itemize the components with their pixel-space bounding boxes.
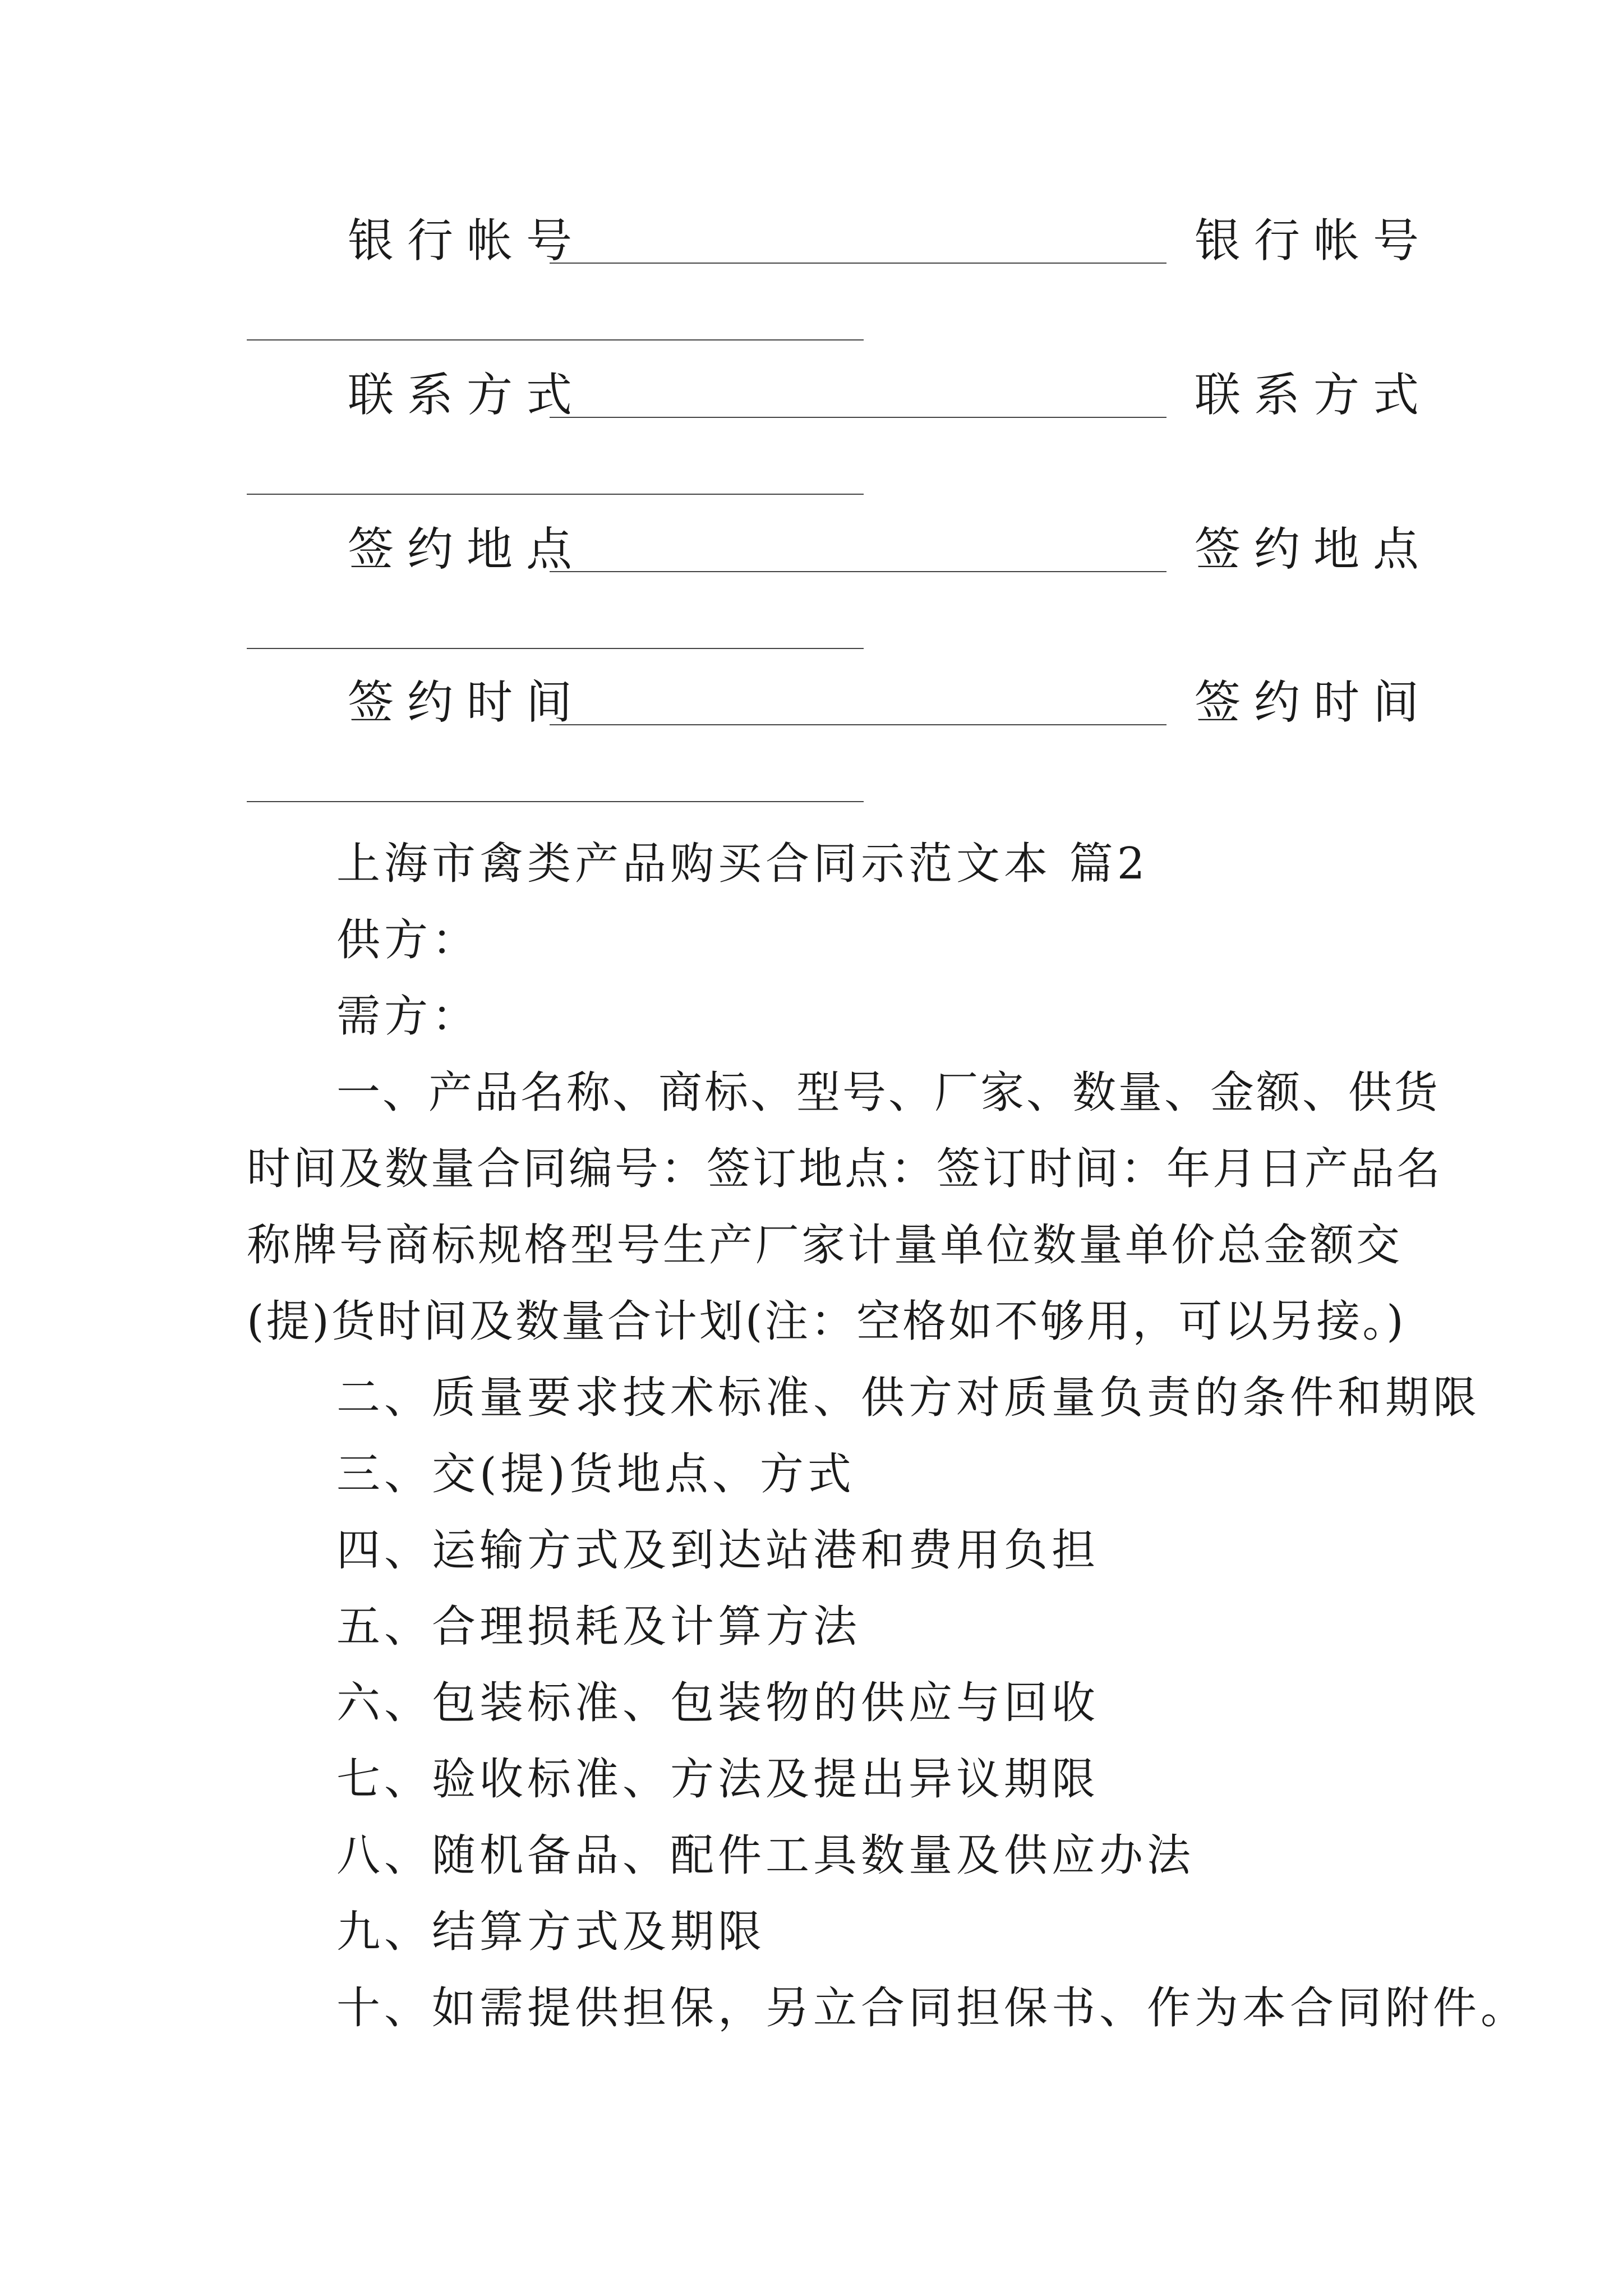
bank-account-label-left: 银行帐号 [348,214,586,268]
signature-row-bank-account [0,202,1623,280]
contact-blank-line [550,417,1166,418]
clause-1-line: (提)货时间及数量合计划(注：空格如不够用，可以另接。) [247,1296,1406,1347]
clause-1-line: 时间及数量合同编号：签订地点：签订时间：年月日产品名 [247,1144,1443,1194]
bank-account-label-right: 银行帐号 [1195,214,1433,268]
clause-2: 二、质量要求技术标准、供方对质量负责的条件和期限 [336,1373,1481,1423]
contact-label-right: 联系方式 [1195,369,1433,422]
clause-1-line: 一、产品名称、商标、型号、厂家、数量、金额、供货 [336,1068,1441,1118]
buyer-label: 需方： [336,991,480,1042]
clause-6: 六、包装标准、包装物的供应与回收 [336,1678,1100,1728]
clause-5: 五、合理损耗及计算方法 [336,1602,861,1652]
sign-time-label-left: 签约时间 [348,676,586,729]
signature-row-sign-place [0,510,1623,589]
sign-place-label-right: 签约地点 [1195,523,1433,576]
sign-place-continuation-line [247,648,864,649]
clause-4: 四、运输方式及到达站港和费用负担 [336,1525,1100,1576]
sign-place-blank-line [550,571,1166,572]
contact-continuation-line [247,494,864,495]
clause-1-line: 称牌号商标规格型号生产厂家计量单位数量单价总金额交 [247,1220,1402,1271]
sign-time-label-right: 签约时间 [1195,676,1433,729]
clause-1-paragraph [247,1055,1443,1360]
clause-3: 三、交(提)货地点、方式 [336,1449,855,1499]
bank-account-blank-line [550,263,1166,264]
bank-account-continuation-line [247,339,864,341]
clause-9: 九、结算方式及期限 [336,1907,766,1957]
sign-place-label-left: 签约地点 [348,523,586,576]
supplier-label: 供方： [336,915,480,965]
sign-time-blank-line [550,724,1166,725]
clause-8: 八、随机备品、配件工具数量及供应办法 [336,1830,1195,1881]
contact-label-left: 联系方式 [348,369,586,422]
clause-10: 十、如需提供担保，另立合同担保书、作为本合同附件。 [336,1983,1529,2033]
clause-7: 七、验收标准、方法及提出异议期限 [336,1754,1100,1805]
section-title: 上海市禽类产品购买合同示范文本 篇2 [336,839,1149,889]
sign-time-continuation-line [247,801,864,802]
signature-row-sign-time [0,664,1623,742]
signature-row-contact [0,356,1623,435]
